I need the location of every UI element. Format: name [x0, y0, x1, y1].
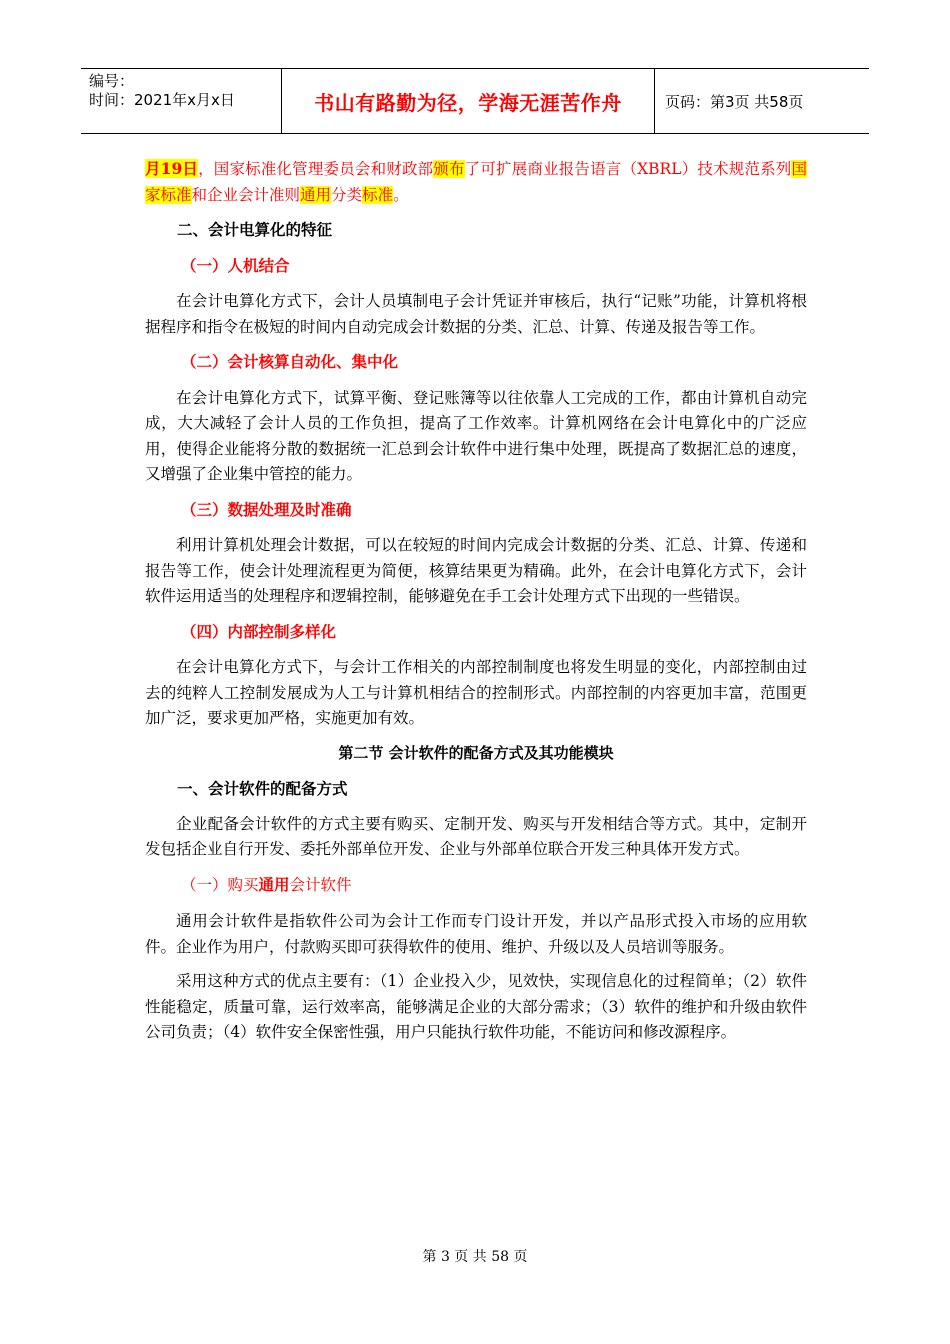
body-paragraph: 企业配备会计软件的方式主要有购买、定制开发、购买与开发相结合等方式。其中，定制开发包括企业自行开发、委托外部单位开发、企业与外部单位联合开发三种具体开发方式。	[145, 814, 807, 858]
highlight-span: 颁布	[433, 160, 465, 178]
body-paragraph: 在会计电算化方式下，试算平衡、登记账簿等以往依靠人工完成的工作，都由计算机自动完成，大大减轻了会计人员的工作负担，提高了工作效率。计算机网络在会计电算化中的广泛应用，使得企业能将分散的数据统一汇总到会计软件中进行集中处理，既提高了数据汇总的速度，又增强了企业集中管控的能力。	[145, 388, 807, 483]
text-span: 了可扩展商业报告语言（XBRL）技术规范系列	[464, 160, 792, 178]
date-highlight: 月19日	[145, 159, 199, 178]
text-span: 和企业会计准则	[191, 185, 301, 204]
xbrl-paragraph	[145, 156, 807, 208]
chapter-title: 第二节 会计软件的配备方式及其功能模块	[338, 743, 614, 762]
sub-heading: （四）内部控制多样化	[181, 621, 337, 641]
text-span: （一）购买	[181, 875, 259, 894]
highlight-span: 通用	[300, 185, 332, 204]
body-paragraph: 在会计电算化方式下，与会计工作相关的内部控制制度也将发生明显的变化，内部控制由过去的纯粹人工控制发展成为人工与计算机相结合的控制形式。内部控制的内容更加丰富，范围更加广泛，要求更加严格，实施更加有效。	[145, 658, 807, 727]
text-span: 会计软件	[289, 875, 352, 894]
sub-heading: （三）数据处理及时准确	[181, 499, 352, 519]
page-header	[81, 68, 869, 134]
document-time: 时间：2021年x月x日	[89, 91, 235, 109]
header-page-number: 页码：第3页 共58页	[665, 92, 804, 111]
header-meta	[81, 69, 281, 133]
text-span: ，国家标准化管理委员会和财政部	[198, 160, 434, 178]
page-footer: 第 3 页 共 58 页	[422, 1249, 528, 1265]
header-motto: 书山有路勤为径，学海无涯苦作舟	[314, 90, 622, 115]
sub-heading	[145, 872, 807, 899]
bold-span: 通用	[258, 874, 290, 894]
document-number: 编号：	[89, 72, 135, 90]
text-span: 。	[393, 185, 409, 204]
header-page-cell	[655, 69, 869, 133]
highlight-span: 标准	[362, 185, 394, 204]
header-motto-cell	[281, 69, 655, 133]
section-heading: 一、会计软件的配备方式	[177, 779, 348, 798]
highlight-span: 国家标准	[145, 160, 807, 204]
body-paragraph: 利用计算机处理会计数据，可以在较短的时间内完成会计数据的分类、汇总、计算、传递和报告等工作，使会计处理流程更为简便，核算结果更为精确。此外，在会计电算化方式下，会计软件运用适当的处理程序和逻辑控制，能够避免在手工会计处理方式下出现的一些错误。	[145, 536, 807, 605]
sub-heading: （一）人机结合	[181, 255, 290, 275]
document-body	[145, 156, 807, 1046]
body-paragraph: 通用会计软件是指软件公司为会计工作而专门设计开发，并以产品形式投入市场的应用软件。企业作为用户，付款购买即可获得软件的使用、维护、升级以及人员培训等服务。	[145, 912, 807, 956]
sub-heading: （二）会计核算自动化、集中化	[181, 352, 399, 371]
body-paragraph: 在会计电算化方式下，会计人员填制电子会计凭证并审核后，执行“记账”功能，计算机将根据程序和指令在极短的时间内自动完成会计数据的分类、汇总、计算、传递及报告等工作。	[145, 292, 807, 336]
section-heading: 二、会计电算化的特征	[177, 220, 333, 239]
text-span: 分类	[331, 185, 363, 204]
body-paragraph: 采用这种方式的优点主要有：（1）企业投入少，见效快，实现信息化的过程简单；（2）软件性能稳定，质量可靠，运行效率高，能够满足企业的大部分需求；（3）软件的维护和升级由软件公司负责；（4）软件安全保密性强，用户只能执行软件功能，不能访问和修改源程序。	[145, 972, 807, 1041]
